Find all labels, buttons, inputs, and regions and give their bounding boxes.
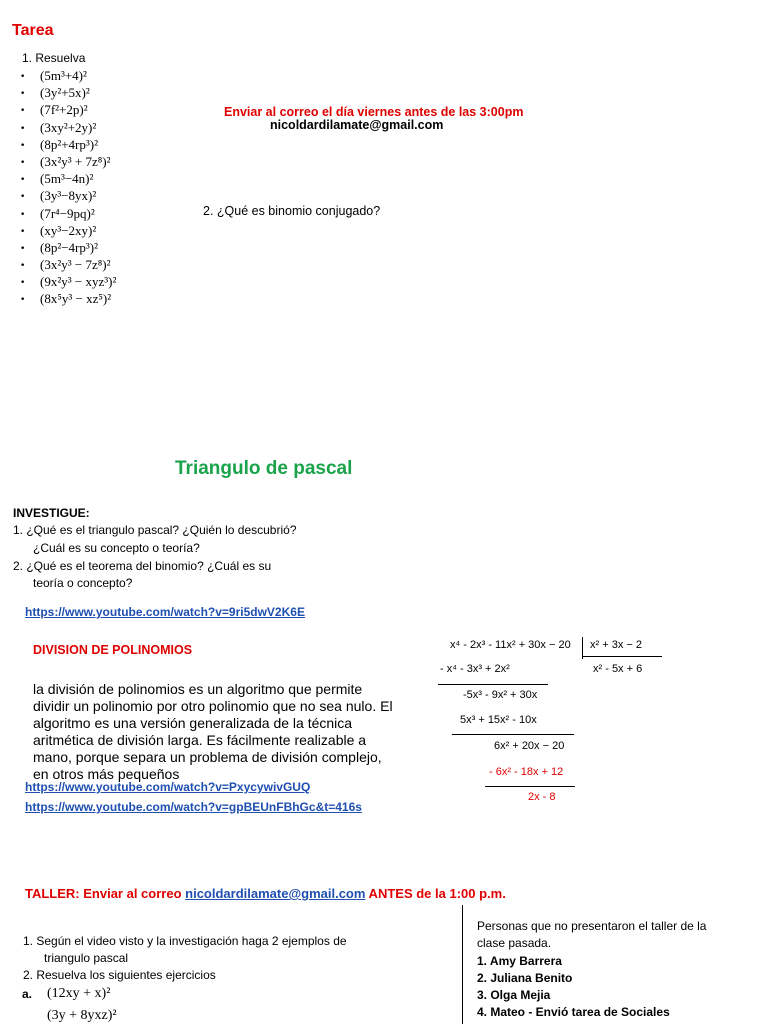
bullet-icon: • — [20, 278, 26, 289]
exercise-expression: (8p²−4rp³)² — [40, 239, 99, 255]
exercise-expression: (9x²y³ − xyz³)² — [40, 274, 117, 290]
contact-email: nicoldardilamate@gmail.com — [270, 118, 444, 132]
description-line: en otros más pequeños — [33, 766, 180, 782]
exercise-item — [20, 101, 116, 118]
exercise-item — [20, 273, 116, 290]
division-step-3: 5x³ + 15x² - 10x — [460, 714, 537, 726]
division-title: DIVISION DE POLINOMIOS — [33, 643, 193, 657]
bullet-icon: • — [20, 106, 26, 117]
investigue-label: INVESTIGUE: — [13, 506, 90, 520]
question-binomio-conjugado: 2. ¿Qué es binomio conjugado? — [203, 204, 381, 218]
exercise-item — [20, 153, 116, 170]
taller-item1: 1. Según el video visto y la investigación haga 2 ejemplos de — [23, 934, 347, 948]
taller-prefix: TALLER: Enviar al correo — [25, 886, 186, 901]
bullet-icon: • — [20, 123, 26, 134]
division-bracket-horizontal — [582, 656, 662, 657]
division-description — [33, 681, 393, 783]
description-line: algoritmo es una versión generalizada de la técnica — [33, 715, 353, 731]
bullet-icon: • — [20, 157, 26, 168]
long-division-example — [430, 632, 680, 812]
investigue-q1: 1. ¿Qué es el triangulo pascal? ¿Quién lo descubrió? — [13, 523, 297, 537]
description-line: mano, porque separa un problema de división complejo, — [33, 749, 382, 765]
investigue-q1-cont: ¿Cuál es su concepto o teoría? — [33, 541, 200, 555]
exercise-item — [20, 205, 116, 222]
bullet-icon: • — [20, 175, 26, 186]
exercise-expression: (3x²y³ + 7z⁸)² — [40, 153, 111, 169]
description-line: la división de polinomios es un algoritmo que permite — [33, 681, 363, 697]
exercise-expression: (7r⁴−9pq)² — [40, 205, 95, 221]
division-quotient: x² - 5x + 6 — [593, 663, 643, 675]
exercise-item — [20, 67, 116, 84]
bullet-icon: • — [20, 192, 26, 203]
taller-item2: 2. Resuelva los siguientes ejercicios — [23, 968, 216, 982]
exercise-expression: (8p²+4rp³)² — [40, 136, 99, 152]
exercise-item — [20, 119, 116, 136]
exercise-item — [20, 187, 116, 204]
bullet-icon: • — [20, 295, 26, 306]
taller-item1-cont: triangulo pascal — [44, 951, 129, 965]
division-step-2: -5x³ - 9x² + 30x — [463, 689, 538, 701]
division-step-1: - x⁴ - 3x³ + 2x² — [440, 663, 510, 675]
personas-list — [477, 953, 670, 1021]
taller-header — [25, 886, 506, 901]
exercise-list — [20, 67, 116, 308]
exercise-expression: (7f²+2p)² — [40, 102, 88, 118]
exercise-expression: (3x²y³ − 7z⁸)² — [40, 257, 111, 273]
taller-email-link[interactable]: nicoldardilamate@gmail.com — [185, 886, 366, 901]
division-dividend: x⁴ - 2x³ - 11x² + 30x − 20 — [450, 639, 571, 651]
exercise-expression: (3y³−8yx)² — [40, 188, 97, 204]
personas-title-cont: clase pasada. — [477, 936, 552, 950]
division-line-2 — [452, 734, 574, 735]
investigue-q2: 2. ¿Qué es el teorema del binomio? ¿Cuál es su — [13, 559, 272, 573]
division-step-5: - 6x² - 18x + 12 — [489, 766, 564, 778]
exercise-item — [20, 222, 116, 239]
persona-item: 4. Mateo - Envió tarea de Sociales — [477, 1005, 670, 1019]
persona-item: 1. Amy Barrera — [477, 954, 562, 968]
personas-title: Personas que no presentaron el taller de la — [477, 919, 707, 933]
exercise-expression: (3y²+5x)² — [40, 85, 90, 101]
bullet-icon: • — [20, 89, 26, 100]
exercise-expression: (5m³−4n)² — [40, 171, 94, 187]
exercise-item — [20, 290, 116, 307]
division-video-link-2[interactable]: https://www.youtube.com/watch?v=gpBEUnFBhGc&t=416s — [25, 800, 362, 814]
exercise-expression: (xy³−2xy)² — [40, 222, 97, 238]
pascal-video-link[interactable]: https://www.youtube.com/watch?v=9ri5dwV2K6E — [25, 605, 305, 619]
division-remainder: 2x - 8 — [528, 791, 556, 803]
exercise-item — [20, 256, 116, 273]
bullet-icon: • — [20, 209, 26, 220]
description-line: dividir un polinomio por otro polinomio que no sea nulo. El — [33, 698, 393, 714]
bullet-icon: • — [20, 226, 26, 237]
column-divider — [462, 905, 463, 1024]
exercise-item — [20, 136, 116, 153]
division-video-link-1[interactable]: https://www.youtube.com/watch?v=PxycywivGUQ — [25, 780, 311, 794]
tarea-title: Tarea — [12, 22, 54, 39]
persona-item: 2. Juliana Benito — [477, 971, 573, 985]
investigue-q2-cont: teoría o concepto? — [33, 576, 133, 590]
deadline-text: Enviar al correo el día viernes antes de las 3:00pm — [224, 105, 524, 119]
exercise-item — [20, 239, 116, 256]
exercise-item — [20, 84, 116, 101]
tarea-item1: 1. Resuelva — [22, 51, 86, 65]
exercise-expression: (8x⁵y³ − xz⁵)² — [40, 291, 112, 307]
exercise-item — [20, 170, 116, 187]
exercise-expression: (5m³+4)² — [40, 68, 87, 83]
division-line-1 — [438, 684, 548, 685]
bullet-icon: • — [20, 261, 26, 272]
persona-item: 3. Olga Mejia — [477, 988, 551, 1002]
taller-exercise-a2: (3y + 8yxz)² — [47, 1008, 117, 1023]
division-step-4: 6x² + 20x − 20 — [494, 740, 565, 752]
taller-suffix: ANTES de la 1:00 p.m. — [365, 886, 506, 901]
taller-exercise-a1: (12xy + x)² — [47, 986, 111, 1001]
description-line: aritmética de división larga. Es fácilmente realizable a — [33, 732, 367, 748]
bullet-icon: • — [20, 243, 26, 254]
taller-a-label: a. — [22, 987, 33, 1001]
pascal-title: Triangulo de pascal — [175, 458, 353, 479]
exercise-expression: (3xy²+2y)² — [40, 119, 97, 135]
division-line-3 — [485, 786, 575, 787]
bullet-icon: • — [20, 72, 26, 82]
division-divisor: x² + 3x − 2 — [590, 639, 642, 651]
bullet-icon: • — [20, 140, 26, 151]
